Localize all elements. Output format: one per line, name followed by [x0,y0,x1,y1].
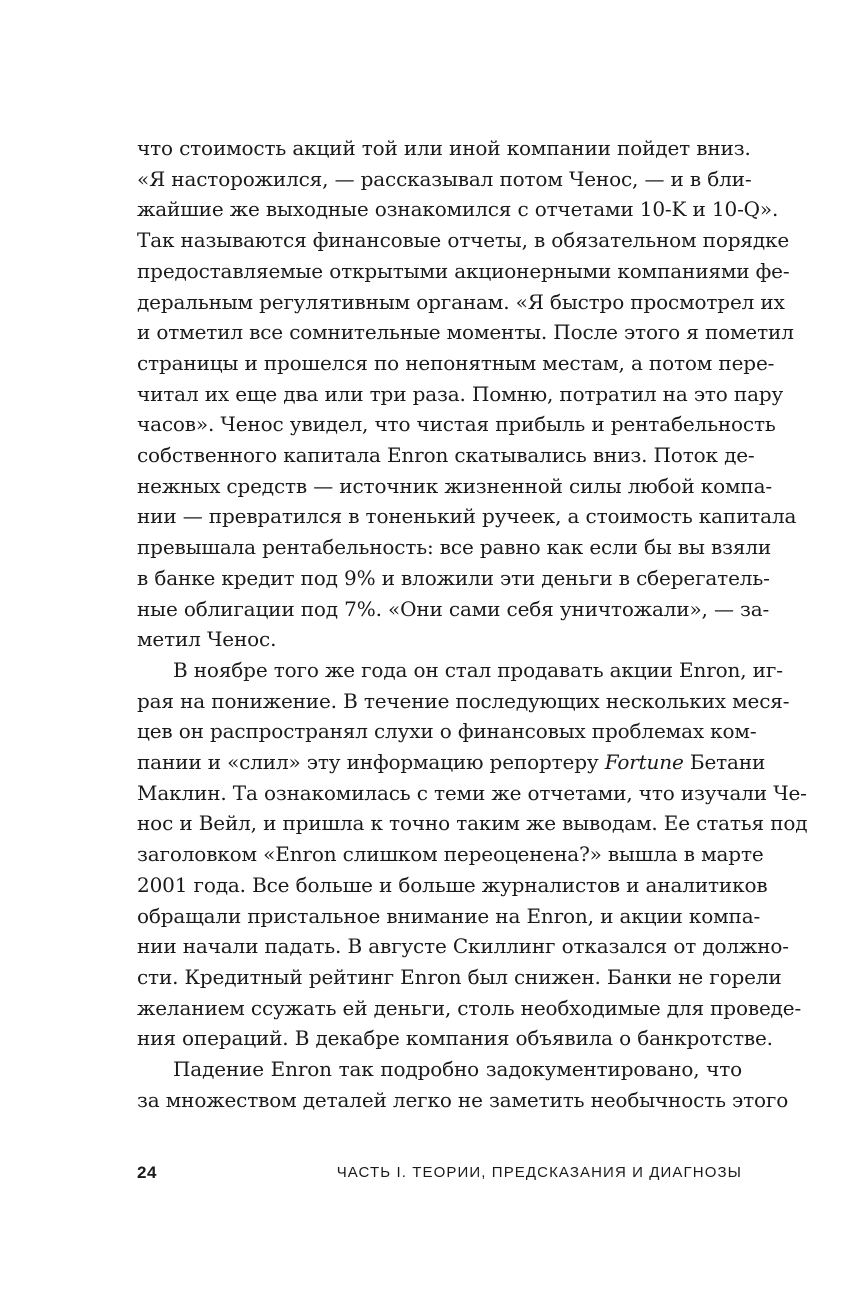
text-line: деральным регулятивным органам. «Я быстро просмотрел их [137,289,785,314]
text-line: рая на понижение. В течение последующих нескольких меся- [137,688,790,713]
text-line: заголовком «Enron слишком переоценена?» вышла в марте [137,842,764,867]
page-body [137,133,808,1116]
text-line: обращали пристальное внимание на Enron, и акции компа- [137,903,761,928]
text-fragment: Бетани [689,750,766,775]
text-line: ния операций. В декабре компания объявила о банкротстве. [137,1026,773,1051]
text-line: «Я насторожился, — рассказывал потом Ченос, — и в бли- [137,166,752,191]
text-line: превышала рентабельность: все равно как если бы вы взяли [137,535,772,560]
page-number: 24 [137,1163,157,1182]
text-line: нии начали падать. В августе Скиллинг отказался от должно- [137,934,789,959]
italic-publication-name: Fortune [604,750,684,775]
text-line: Падение Enron так подробно задокументировано, что [173,1057,742,1082]
text-line: и отметил все сомнительные моменты. После этого я пометил [137,320,794,345]
running-head: ЧАСТЬ I. ТЕОРИИ, ПРЕДСКАЗАНИЯ И ДИАГНОЗЫ [336,1164,742,1181]
text-line: ные облигации под 7%. «Они сами себя уничтожали», — за- [137,596,770,621]
paragraph-1 [137,133,797,655]
text-line: цев он распространял слухи о финансовых проблемах ком- [137,719,757,744]
text-line: нежных средств — источник жизненной силы любой компа- [137,473,772,498]
text-line: страницы и прошелся по непонятным местам, а потом пере- [137,350,775,375]
paragraph-3 [137,1054,789,1115]
text-line: предоставляемые открытыми акционерными компаниями фе- [137,258,790,283]
text-fragment: пании и «слил» эту информацию репортеру [137,750,599,775]
paragraph-2 [137,655,808,1054]
text-line: за множеством деталей легко не заметить необычность этого [137,1087,789,1112]
text-line: желанием ссужать ей деньги, столь необходимые для проведе- [137,995,802,1020]
text-line: в банке кредит под 9% и вложили эти деньги в сберегатель- [137,565,770,590]
text-line: нос и Вейл, и пришла к точно таким же выводам. Ее статья под [137,811,808,836]
text-line: жайшие же выходные ознакомился с отчетами 10-K и 10-Q». [137,197,779,222]
text-line: Так называются финансовые отчеты, в обязательном порядке [137,228,790,253]
text-line: В ноябре того же года он стал продавать акции Enron, иг- [173,657,783,682]
text-line: часов». Ченос увидел, что чистая прибыль и рентабельность [137,412,776,437]
text-line: читал их еще два или три раза. Помню, потратил на это пару [137,381,784,406]
text-line: собственного капитала Enron скатывались вниз. Поток де- [137,443,755,468]
text-line: сти. Кредитный рейтинг Enron был снижен. Банки не горели [137,964,782,989]
text-line: что стоимость акций той или иной компании пойдет вниз. [137,136,751,160]
text-line: Маклин. Та ознакомилась с теми же отчетами, что изучали Че- [137,780,807,805]
text-line: метил Ченос. [137,627,277,652]
page-footer [137,1163,742,1189]
text-line: нии — превратился в тоненький ручеек, а стоимость капитала [137,504,797,529]
text-line-with-italic [137,747,766,778]
text-line: 2001 года. Все больше и больше журналистов и аналитиков [137,872,768,897]
